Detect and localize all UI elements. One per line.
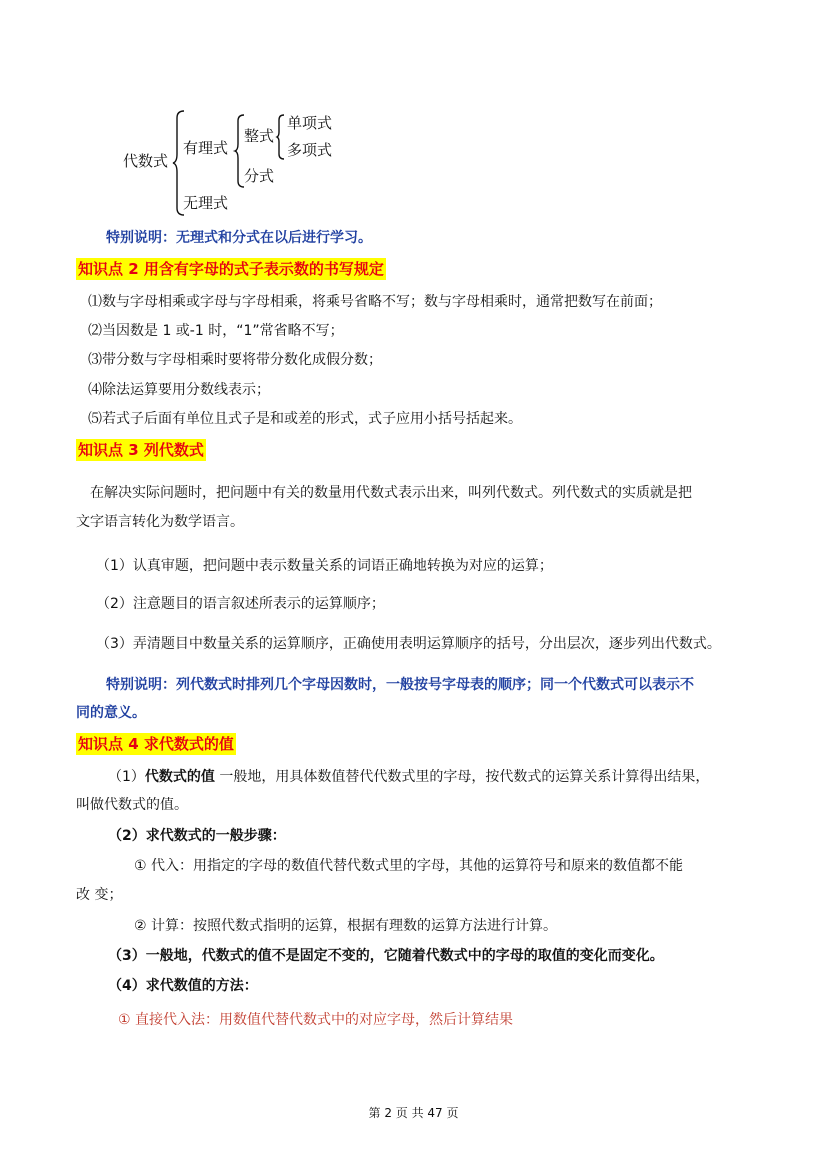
section-heading-3: 知识点 3 列代数式: [78, 441, 204, 459]
rule-item: ⑷除法运算要用分数线表示；: [88, 382, 270, 398]
rule-item: ⑴数与字母相乘或字母与字母相乘，将乘号省略不写；数与字母相乘时，通常把数写在前面；: [88, 294, 662, 310]
brace-icon: [276, 114, 286, 160]
rule-item: ⑸若式子后面有单位且式子是和或差的形式，式子应用小括号括起来。: [88, 411, 522, 427]
tree-monomial-label: 单项式: [287, 114, 333, 132]
substitute-step-cont: 改 变；: [76, 887, 123, 903]
intro-line: 文字语言转化为数学语言。: [76, 514, 244, 530]
definition-text: 一般地，用具体数值替代代数式里的字母，按代数式的运算关系计算得出结果，: [214, 769, 710, 785]
note-ordering-cont: 同的意义。: [76, 705, 146, 721]
tree-rational-label: 有理式: [183, 139, 229, 157]
section-heading-4: 知识点 4 求代数式的值: [78, 735, 234, 753]
tree-irrational-label: 无理式: [183, 194, 229, 212]
tree-integral-label: 整式: [244, 127, 275, 145]
compute-step: ② 计算：按照代数式指明的运算，根据有理数的运算方法进行计算。: [134, 918, 557, 934]
rule-item: ⑵当因数是 1 或-1 时，“1”常省略不写；: [88, 323, 344, 339]
step-item: （2）注意题目的语言叙述所表示的运算顺序；: [96, 596, 385, 612]
rule-item: ⑶带分数与字母相乘时要将带分数化成假分数；: [88, 352, 382, 368]
tree-fraction-label: 分式: [244, 167, 275, 185]
direct-substitution-method: ① 直接代入法：用数值代替代数式中的对应字母，然后计算结果: [118, 1012, 513, 1028]
tree-root-label: 代数式: [123, 152, 169, 170]
tree-polynomial-label: 多项式: [287, 141, 333, 159]
page-footer: 第 2 页 共 47 页: [368, 1106, 459, 1120]
section-heading-2: 知识点 2 用含有字母的式子表示数的书写规定: [78, 260, 384, 278]
variability-statement: （3）一般地，代数式的值不是固定不变的，它随着代数式中的字母的取值的变化而变化。: [108, 948, 664, 964]
step-item: （3）弄清题目中数量关系的运算顺序，正确使用表明运算顺序的括号，分出层次，逐步列出代数式。: [96, 636, 721, 652]
steps-title: （2）求代数式的一般步骤：: [108, 828, 286, 844]
definition-paragraph: [108, 767, 709, 787]
methods-title: （4）求代数值的方法：: [108, 978, 258, 994]
item-number: （1）: [108, 769, 145, 785]
note-ordering: 特别说明：列代数式时排列几个字母因数时，一般按号字母表的顺序；同一个代数式可以表示不: [106, 677, 694, 693]
substitute-step: ① 代入：用指定的字母的数值代替代数式里的字母，其他的运算符号和原来的数值都不能: [134, 858, 683, 874]
definition-line2: 叫做代数式的值。: [76, 797, 188, 813]
intro-line: 在解决实际问题时，把问题中有关的数量用代数式表示出来，叫列代数式。列代数式的实质就是把: [90, 485, 692, 501]
note-irrational: 特别说明：无理式和分式在以后进行学习。: [106, 230, 372, 246]
step-item: （1）认真审题，把问题中表示数量关系的词语正确地转换为对应的运算；: [96, 558, 553, 574]
definition-term: 代数式的值: [144, 769, 215, 785]
